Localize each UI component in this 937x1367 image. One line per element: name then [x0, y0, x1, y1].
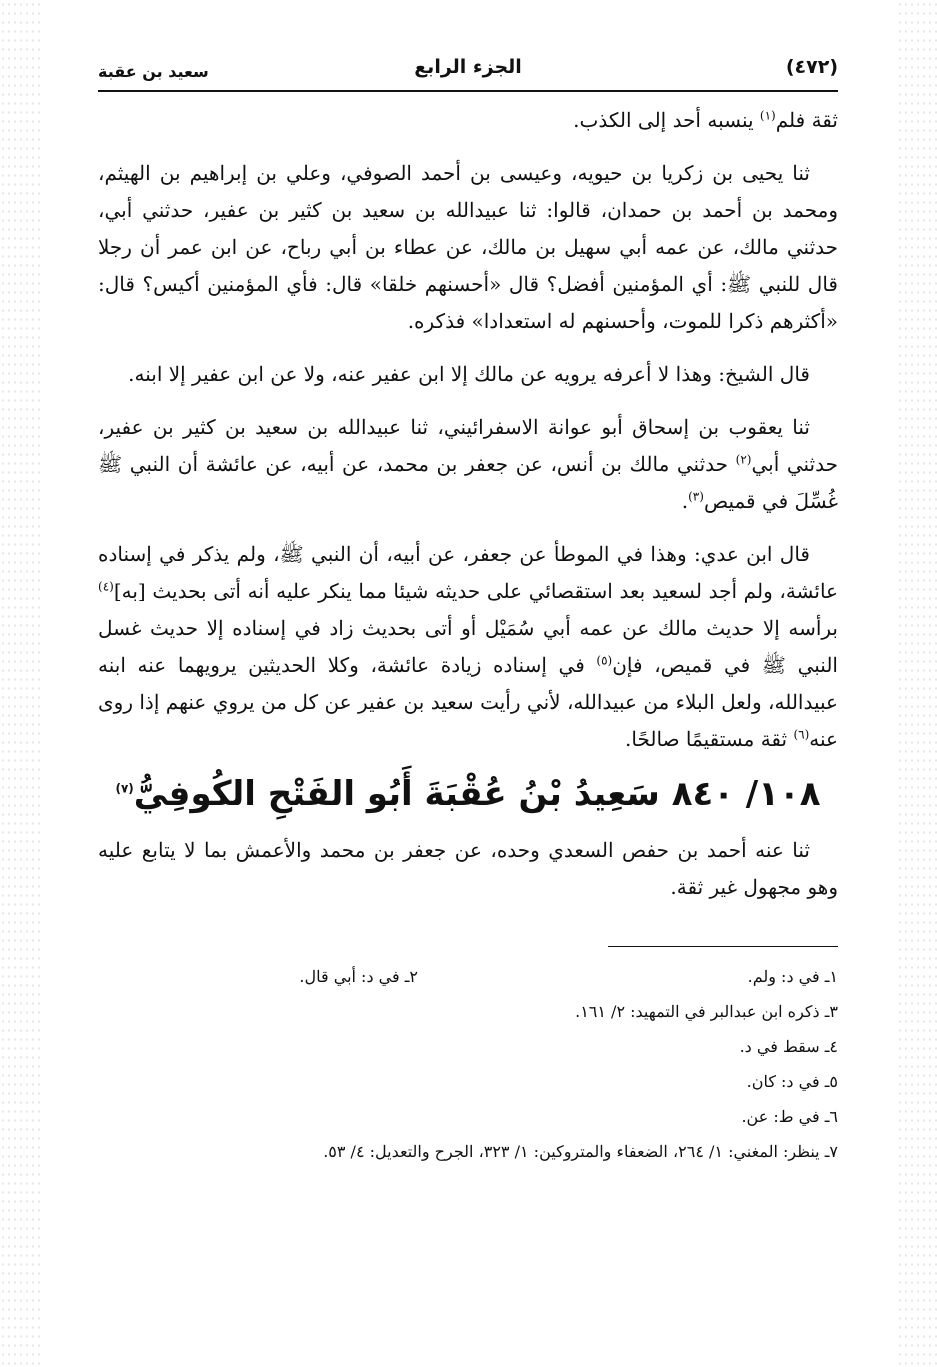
paragraph-2: ثنا يحيى بن زكريا بن حيويه، وعيسى بن أحمد الصوفي، وعلي بن إبراهيم بن الهيثم، ومحمد بن أحمد بن حمدان، قالوا: ثنا عبيدالله بن سعيد بن كثير بن عفير، حدثني أبي، حدثني مالك، عن عمه أبي سهيل بن مالك، عن عطاء بن أبي رباح، عن ابن عمر أن رجلا قال للنبي ﷺ: أي المؤمنين أفضل؟ قال «أحسنهم خلقا» قال: فأي المؤمنين أكيس؟ قال: «أكثرهم ذكرا للموت، وأحسنهم له استعدادا» فذكره. [98, 161, 838, 333]
paragraph-6: ثنا عنه أحمد بن حفص السعدي وحده، عن جعفر بن محمد والأعمش بما لا يتابع عليه وهو مجهول غير ثقة. [98, 838, 838, 899]
paragraph-3: قال الشيخ: وهذا لا أعرفه يرويه عن مالك إلا ابن عفير عنه، ولا عن ابن عفير إلا ابنه. [128, 362, 810, 386]
footnote-ref: (٣) [688, 489, 704, 504]
footnote-ref: (٧) [115, 781, 134, 796]
footnotes [98, 959, 838, 1169]
footnote-row [98, 959, 838, 994]
running-header [98, 52, 838, 90]
paragraph-5: قال ابن عدي: وهذا في الموطأ عن جعفر، عن أبيه، أن النبي ﷺ، ولم يذكر في إسناده عائشة، ولم أجد لسعيد بعد استقصائي على حديثه شيئا مما ينكر عليه أنه أتى بحديث [به]$^{(٤)}$ برأسه إلا حديث مالك عن عمه أبي سُمَيْل أو أتى بحديث زاد في إسناده إلا حديث غسل النبي ﷺ في قميص، فإن$^{(٥)}$ في إسناده زيادة عائشة، وكلا الحديثين يرويهما عنه ابنه عبيدالله، ولعل البلاء من عبيدالله، لأني رأيت سعيد بن عفير عن كل من يروي عنهم إذا روى عنه$^{(٦)}$ ثقة مستقيمًا صالحًا. [98, 542, 838, 751]
book-page [98, 52, 838, 1169]
scan-margin-left [0, 0, 40, 1367]
header-rule [98, 90, 838, 92]
scan-margin-right [897, 0, 937, 1367]
footnote-1: ١ـ في د: ولم. [747, 967, 838, 986]
footnote-rule [608, 946, 838, 947]
paragraph-1: ثقة فلم$^{(١)}$ ينسبه أحد إلى الكذب. [573, 108, 838, 132]
footnote-4: ٤ـ سقط في د. [739, 1037, 838, 1056]
chapter-title: سعيد بن عقبة [98, 62, 209, 81]
footnote-2: ٢ـ في د: أبي قال. [299, 967, 418, 986]
footnote-ref: (٦) [793, 727, 810, 742]
paragraph-4: ثنا يعقوب بن إسحاق أبو عوانة الاسفرائيني، ثنا عبيدالله بن سعيد بن كثير بن عفير، حدثني أبي$^{(٢)}$ حدثني مالك بن أنس، عن جعفر بن محمد، عن أبيه، عن عائشة أن النبي ﷺ غُسِّلَ في قميص$^{(٣)}$. [98, 415, 838, 513]
footnote-5: ٥ـ في د: كان. [746, 1072, 838, 1091]
page-number: (٤٧٢) [785, 56, 838, 78]
footnote-6: ٦ـ في ط: عن. [741, 1107, 838, 1126]
biography-heading: ١٠٨/ ٨٤٠ سَعِيدُ بْنُ عُقْبَةَ أَبُو الفَتْحِ الكُوفِيُّ$^{(٧)}$ [115, 774, 821, 814]
volume-title: الجزء الرابع [414, 56, 522, 78]
footnote-3: ٣ـ ذكره ابن عبدالبر في التمهيد: ٢/ ١٦١. [575, 1002, 838, 1021]
footnote-7: ٧ـ ينظر: المغني: ١/ ٢٦٤، الضعفاء والمتروكين: ١/ ٣٢٣، الجرح والتعديل: ٤/ ٥٣. [323, 1142, 838, 1161]
footnote-ref: (٢) [735, 452, 752, 467]
footnote-ref: (٤) [98, 579, 114, 594]
footnote-ref: (١) [759, 108, 776, 123]
footnote-ref: (٥) [596, 653, 613, 668]
